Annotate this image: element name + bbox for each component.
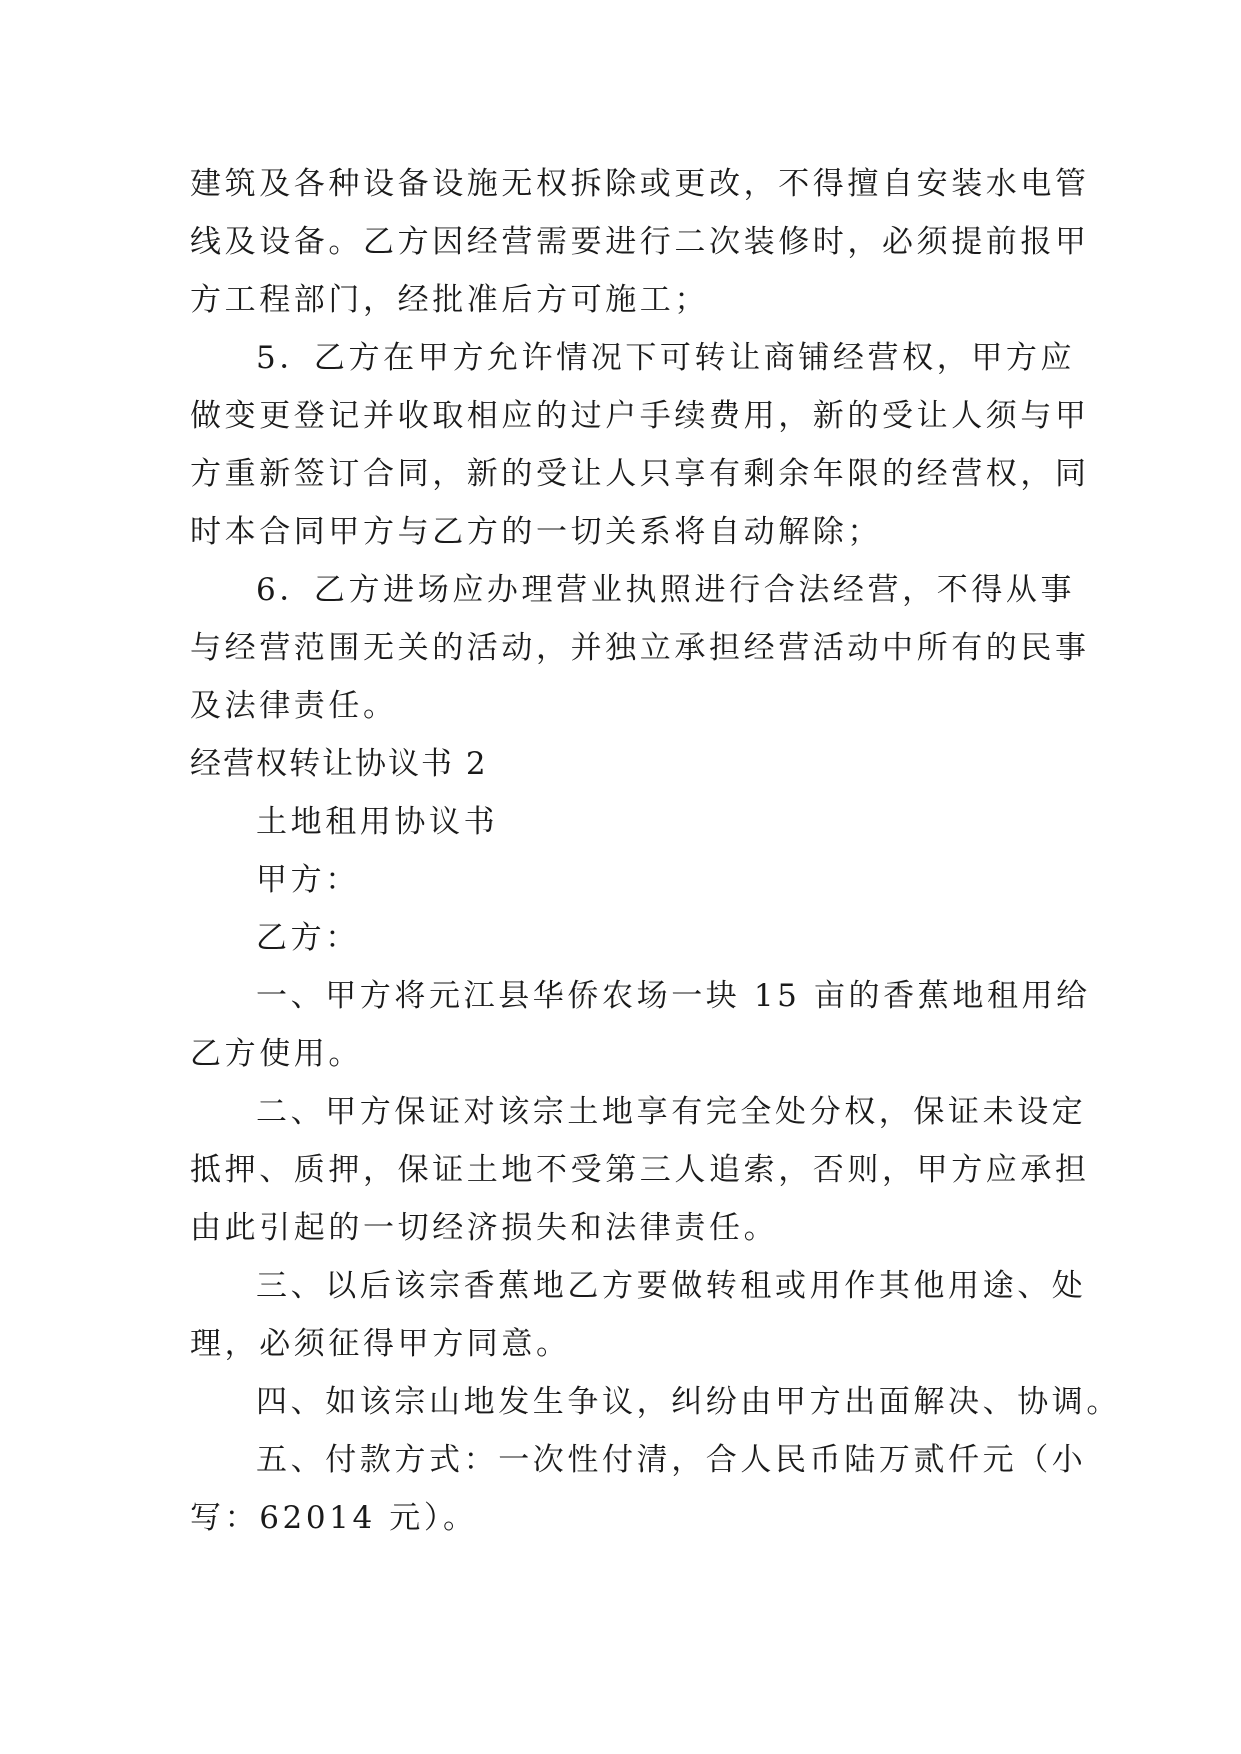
party-b-label: 乙方： — [256, 920, 360, 956]
text-line: 建筑及各种设备设施无权拆除或更改，不得擅自安装水电管 — [190, 166, 1090, 202]
text-line: 由此引起的一切经济损失和法律责任。 — [190, 1210, 779, 1246]
text-line: 理，必须征得甲方同意。 — [190, 1326, 571, 1362]
text-line: 做变更登记并收取相应的过户手续费用，新的受让人须与甲 — [190, 398, 1090, 434]
text-line: 乙方使用。 — [190, 1036, 363, 1072]
party-a-label: 甲方： — [256, 862, 360, 898]
text-line: 5．乙方在甲方允许情况下可转让商铺经营权，甲方应 — [256, 340, 1076, 376]
text-line: 五、付款方式：一次性付清，合人民币陆万贰仟元（小 — [256, 1442, 1087, 1478]
text-line: 及法律责任。 — [190, 688, 398, 724]
text-line: 一、甲方将元江县华侨农场一块 15 亩的香蕉地租用给 — [256, 978, 1091, 1014]
text-line: 时本合同甲方与乙方的一切关系将自动解除； — [190, 514, 882, 550]
text-line: 方重新签订合同，新的受让人只享有剩余年限的经营权，同 — [190, 456, 1090, 492]
text-line: 方工程部门，经批准后方可施工； — [190, 282, 709, 318]
text-line: 线及设备。乙方因经营需要进行二次装修时，必须提前报甲 — [190, 224, 1090, 260]
text-line: 二、甲方保证对该宗土地享有完全处分权，保证未设定 — [256, 1094, 1087, 1130]
text-line: 抵押、质押，保证土地不受第三人追索，否则，甲方应承担 — [190, 1152, 1090, 1188]
text-line: 三、以后该宗香蕉地乙方要做转租或用作其他用途、处 — [256, 1268, 1087, 1304]
document-page — [190, 155, 1121, 1547]
text-line: 与经营范围无关的活动，并独立承担经营活动中所有的民事 — [190, 630, 1090, 666]
section-title: 经营权转让协议书 2 — [190, 746, 488, 782]
text-line: 写：62014 元）。 — [190, 1500, 478, 1536]
text-line: 四、如该宗山地发生争议，纠纷由甲方出面解决、协调。 — [256, 1384, 1121, 1420]
document-title: 土地租用协议书 — [256, 804, 499, 840]
text-line: 6．乙方进场应办理营业执照进行合法经营，不得从事 — [256, 572, 1076, 608]
